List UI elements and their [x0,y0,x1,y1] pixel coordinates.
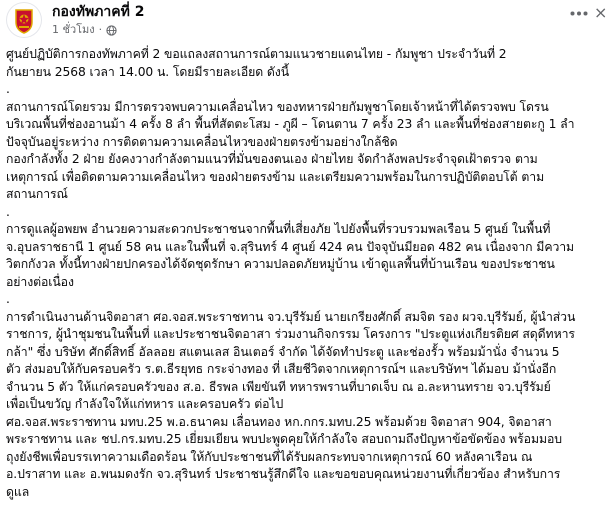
post-meta [52,23,117,37]
post-line: กล้า" ซึ่ง บริษัท ศักดิ์สิทธิ์ อัลลอย สแตนเลส อินเตอร์ จำกัด ได้จัดทำประตู และช่องรั้ว พร้อมม้านั่ง จำนวน 5 [6,344,560,359]
post-line: อย่างต่อเนื่อง [6,274,74,289]
globe-icon [106,25,117,36]
post-timestamp[interactable]: 1 ชั่วโมง [52,23,95,36]
post-line: ปัจจุบันอยู่ระหว่าง การติดตามความเคลื่อนไหวของฝ่ายตรงข้ามอย่างใกล้ชิด [6,134,398,149]
post-line: . [6,204,10,219]
post-line: พระราชทาน และ ชป.กร.มทบ.25 เยี่ยมเยียน พบปะพูดคุยให้กำลังใจ สอบถามถึงปัญหาข้อขัดข้อง พร้อมมอบ [6,432,562,446]
army-emblem-icon [6,2,42,38]
post-line: วิตกกังวล ทั้งนี้ทางฝ่ายปกครองได้จัดชุดรักษา ความปลอดภัยหมู่บ้าน เข้าดูแลพื้นที่บ้านเรือน ของประชาชน [6,257,555,271]
post-line: ศอ.จอส.พระราชทาน มทบ.25 พ.อ.ธนาคม เลื่อนทอง หก.กกร.มทบ.25 พร้อมด้วย จิตอาสา 904, จิตอาสา [6,414,552,429]
post-line: สถานการณ์ [6,187,68,201]
post-line: . [6,292,10,306]
post-line: เหตุการณ์ เพื่อติดตามความเคลื่อนไหว ของฝ่ายตรงข้าม และเตรียมความพร้อมในการปฏิบัติตอบโต้ ตาม [6,169,545,184]
post-line: เพื่อเป็นขวัญ กำลังใจให้แก่ทหาร และครอบครัว ต่อไป [6,397,284,411]
post-line: . [6,82,10,96]
more-options-button[interactable] [564,0,594,26]
page-avatar[interactable] [6,2,42,38]
post-line: ตัว ส่งมอบให้กับครอบครัว ร.ต.ธีรยุทธ กระจ่างทอง ที่ เสียชีวิตจากเหตุการณ์ฯ และบริษัทฯ ได้มอบ ม้านั่งอีก [6,362,557,376]
close-button[interactable] [594,0,606,26]
post-line: ดูแล [6,484,30,499]
post-line: กันยายน 2568 เวลา 14.00 น. โดยมีรายละเอียด ดังนี้ [6,64,290,79]
post-line: กองกำลังทั้ง 2 ฝ่าย ยังคงวางกำลังตามแนวที่มั่นของตนเอง ฝ่ายไทย จัดกำลังพลประจำจุดเฝ้าตรวจ ตาม [6,152,538,166]
post-line: การดำเนินงานด้านจิตอาสา ศอ.จอส.พระราชทาน จว.บุรีรัมย์ นายเกรียงศักดิ์ สมจิต รอง ผวจ.บุรีรัมย์, ผู้นำส่วน [6,309,576,324]
post-line: สถานการณ์โดยรวม มีการตรวจพบความเคลื่อนไหว ของทหารฝ่ายกัมพูชาโดยเจ้าหน้าที่ได้ตรวจพบ โดรน [6,99,549,114]
post-line: ราชการ, ผู้นำชุมชนในพื้นที่ และประชาชนจิตอาสา ร่วมงานกิจกรรม โครงการ "ประตูแห่งเกียรติยศ สดุดีทหาร [6,327,575,341]
post-header [0,0,607,40]
post-line: การดูแลผู้อพยพ อำนวยความสะดวกประชาชนจากพื้นที่เสี่ยงภัย ไปยังพื้นที่รวบรวมพลเรือน 5 ศูนย์ ในพื้นที่ [6,222,551,236]
page-name[interactable]: กองทัพภาคที่ 2 [52,4,145,20]
post-line: จ.อุบลราชธานี 1 ศูนย์ 58 คน และในพื้นที่ จ.สุรินทร์ 4 ศูนย์ 424 คน ปัจจุบันมียอด 482 คน เนื่องจาก มีความ [6,239,575,254]
post-line: อ.ปราสาท และ อ.พนมดงรัก จว.สุรินทร์ ประชาชนรู้สึกดีใจ และขอขอบคุณหน่วยงานที่เกี่ยวข้อง สำหรับการ [6,467,561,481]
post-line: ถุงยังชีพเพื่อบรรเทาความเดือดร้อน ให้กับประชาชนที่ได้รับผลกระทบจากเหตุการณ์ 60 หลังคาเรือน ณ [6,449,533,464]
more-horizontal-icon [570,11,588,16]
post-line: จำนวน 5 ตัว ให้แก่ครอบครัวของ ส.อ. ธีรพล เพียขันที ทหารพรานที่บาดเจ็บ ณ อ.ละหานทราย จว.บุรีรัมย์ [6,379,551,394]
close-icon: × [594,3,607,22]
post-line: ศูนย์ปฏิบัติการกองทัพภาคที่ 2 ขอแถลงสถานการณ์ตามแนวชายแดนไทย - กัมพูชา ประจำวันที่ 2 [6,47,507,61]
post-text [6,46,596,501]
post-line: บริเวณพื้นที่ช่องอานม้า 4 ครั้ง 8 ลำ พื้นที่สัตตะโสม - ภูผี – โดนตาน 7 ครั้ง 23 ลำ และพื้นที่ช่องสายตะกู 1 ลำ [6,117,575,131]
meta-separator: · [98,23,103,36]
